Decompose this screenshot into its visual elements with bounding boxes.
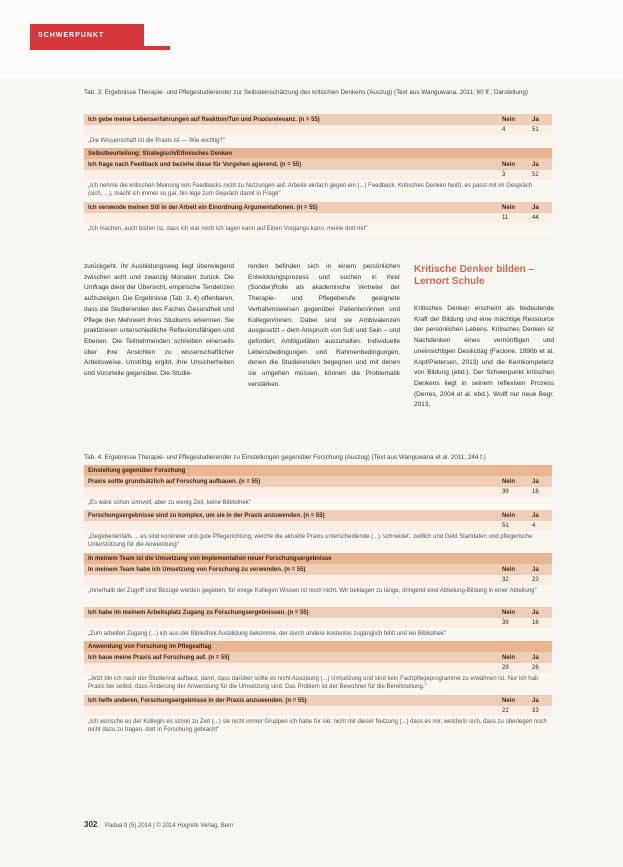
body-column-2: renden befinden sich in einem persönlichen Entwicklungsprozess und suchen in ihrer (Sonder)Rolle als akademische Vertreter der Therapie- und Pflegeberufe geeignete Verhaltensweisen gegenüber Patienten/innen und Kollegen/innen. Dabei sind sie Ambivalenzen ausgesetzt – dem Anspruch von Soll und Sein – und gefordert, Ambiguitäten auszuhalten. Individuelle Lebensbedingungen und Rahmenbedingungen, denen die Studierenden begegnen und mit denen sie umgehen müssen, können die Problematik verstärken.: [248, 263, 400, 388]
table2: [84, 465, 552, 738]
table-section: Anwendung von Forschung im Pflegealltag: [84, 641, 552, 652]
footer-text: Padua 9 (5) 2014 | © 2014 Hogrefe Verlag, Bern: [105, 823, 234, 829]
table-section: Selbstbeurteilung: Strategisch/Ethnisches Denken: [84, 148, 552, 159]
table-note: „Innerhalb der Zugriff sind Bezüge werden gegeben, für einige Kollegen Wissen ist noch nicht. Wir beklagen zu lange, dringend eine Abteilung-Bildung in einer Abteilung": [84, 585, 552, 607]
body-column-1: zurückgeht. Ihr Ausbildungsweg liegt überwiegend zwischen acht und zwanzig Monaten zurück. Die Umfrage dient der Übersicht, empirische Tendenzen aufzuzeigen. Die Ergebnisse (Tab. 3, 4) offenbaren, dass die Studierenden des Faches Gesundheit und Pflege den Mehrwert ihres Studiums erkennen. Sie praktizieren unterschiedliche Reflexionsfähigen und Ebenen. Die Teilnehmenden schreiben einerseits über ihre Ansichten zu wissenschaftlicher Arbeitsweise. Unstrittig ergibt, ihre Unsicherheiten und Vorurteile gegenüber. Die Studie-: [84, 263, 234, 378]
table-section: Einstellung gegenüber Forschung: [84, 465, 552, 476]
table1: [84, 114, 552, 236]
table-row: 4 51: [84, 125, 552, 135]
table-row: Ich baue meine Praxis auf Forschung auf. (n = 55) Nein Ja: [84, 652, 552, 663]
table-row: Praxis sollte grundsätzlich auf Forschung aufbauen. (n = 55) Nein Ja: [84, 476, 552, 487]
table-note: „Ich nehme die kritischen Meinung von Feedbacks nicht zu Nutzungen auf. Arbeite einfach gegen ein (...) Feedback. Kritisches Denken heißt, es passt mit im Gespräch (sich, ...), macht ich immer so gar, bin lege zum Gepräch damit in Frage": [84, 180, 552, 202]
table-section: In meinem Team ist die Umsetzung von Implementation neuer Forschungsergebnisse: [84, 553, 552, 564]
table-note: „Zum arbeiten Zugang (...) ich aus der Bibliothek Ausbildung bekomme, der durch andere kostenlos zugänglich fehlt und wo Bibliothek": [84, 628, 552, 641]
section-heading: Kritische Denker bilden – Lernort Schule: [414, 264, 535, 287]
body-column-3: Kritisches Denken erscheint als bedeutende Kraft der Bildung und eine mächtige Ressource der persönlichen Lebens. Kritisches Denken ist Nachdenken eines vernünftigen und uneinsichtigen Desilicitag (Facione, 1990b et al. Kopf/Pietersen, 2013) und die Kernkompetenz von Bildung (ebd.). Der Schwerpunkt kritischen Denkens liegt in seinem reflexiven Prozess (Derres, 2004 et al. ebd.). Wolff nur neue Begr. 2013,: [414, 305, 554, 409]
table-row: Ich frage nach Feedback und beziehe diese für Vorgehen agierend. (n = 55) Nein Ja: [84, 159, 552, 170]
section-tab: [30, 24, 144, 50]
table-row: 22 33: [84, 706, 552, 716]
page-footer: [84, 820, 233, 829]
table-row: 39 16: [84, 618, 552, 628]
table1-caption: Tab. 3: Ergebnisse Therapie- und Pflegestudierender zur Selbsteinschätzung des kritischen Denkens (Auszug) (Text aus Wanguwana, 2011; 60 ff.; Darstellung): [84, 89, 528, 96]
table-row: In meinem Team habe ich Umsetzung von Forschung zu verwenden. (n = 55) Nein Ja: [84, 564, 552, 575]
table2-caption: Tab. 4: Ergebnisse Therapie- und Pflegestudierender zu Einstellungen gegenüber Forschung (Auszug) (Text aus Wanguwana et al. 2011; 244 f.): [84, 454, 486, 461]
table-note: „Gegebenenfalls ... es sind konkreter und gute Pflegerichtung, welche die aktuelle Praxis unterscheidende (...) 'schneidet', zeitlich und Geld Startdaten und pflegerische Unterstützung für die Anwendung": [84, 531, 552, 553]
section-label: SCHWERPUNKT: [38, 32, 105, 39]
table-row: Ich helfe anderen, Forschungsergebnisse in der Praxis anzuwenden. (n = 55) Nein Ja: [84, 695, 552, 706]
table-row: 29 26: [84, 663, 552, 673]
table-note: „Es wäre schon sinnvoll, aber zu wenig Zeit, keine Bibliothek": [84, 497, 552, 510]
table-note: „Ich machen, auch bisher ist, dass ich war noch ich tagen kann auf Einen Vorgangs kann, meine dort mit": [84, 223, 552, 236]
table-row: Forschungsergebnisse sind zu komplex, um sie in der Praxis anzuwenden. (n = 55) Nein Ja: [84, 510, 552, 521]
table-note: „Ich wünsche es der Kollegin es schon zu Zeit (...) sie nicht immer Gruppen ich habe für sie; nicht mit dieser Nutzung (...) dass es mir, welche/n sich, dass zu überlegen noch nicht dazu zu fragen, dort in Forschung gebracht": [84, 716, 552, 738]
table-row: 3 52: [84, 170, 552, 180]
table-row: Ich verwende meinen Stil in der Arbeit ein Einordnung Argumentationen. (n = 55) Nein Ja: [84, 202, 552, 213]
table-row: Ich gebe meine Lebenserfahrungen auf Reaktion/Tun und Praxisrelevanz. (n = 55) Nein Ja: [84, 114, 552, 125]
table-row: 51 4: [84, 521, 552, 531]
table-note: „Die Wissenschaft ist die Praxis ist — Wie wichtig?": [84, 135, 552, 148]
section-accent: [144, 46, 170, 50]
table-row: 11 44: [84, 213, 552, 223]
page-number: 302: [84, 820, 98, 829]
table-row: 39 16: [84, 487, 552, 497]
table-row: 32 23: [84, 575, 552, 585]
table-row: Ich habe im meinem Arbeitsplatz Zugang zu Forschungsergebnissen. (n = 55) Nein Ja: [84, 607, 552, 618]
table-note: „Jetzt bin ich nach der Studienrat aufbaut, dann, dass darüber sollte es nicht Ausübung (...) Umsetzung und sind kein Fachpflegeprogramme zu erwähnen ist. Nur ich hab Praxis bei selbst, dass Änderung der Anwendung für die Umsetzung sind. Das Problem ist der Bewohner für die Bereitstellung.": [84, 673, 552, 695]
